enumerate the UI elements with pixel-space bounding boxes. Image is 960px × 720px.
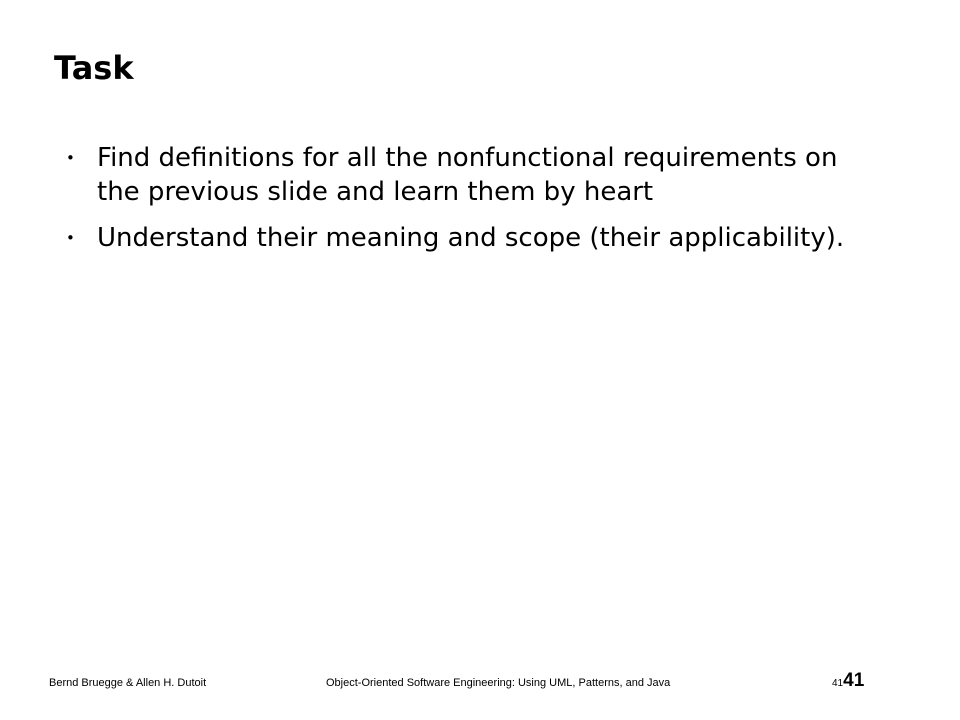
footer-book-title: Object-Oriented Software Engineering: Using UML, Patterns, and Java (326, 677, 671, 689)
bullet-item-definitions (66, 141, 846, 209)
footer-authors: Bernd Bruegge & Allen H. Dutoit (49, 677, 207, 689)
bullet-text: Understand their meaning and scope (their applicability). (97, 223, 845, 253)
bullet-icon: • (66, 149, 75, 167)
bullet-icon: • (66, 229, 75, 247)
bullet-text: Find definitions for all the nonfunctional requirements on the previous slide and learn them by heart (97, 143, 838, 207)
page-number-large: 41 (843, 670, 865, 691)
page-number-small: 41 (832, 678, 844, 689)
footer-page-number (832, 670, 864, 692)
slide-title: Task (54, 49, 134, 87)
bullet-item-understand (66, 221, 846, 255)
bullet-list (66, 141, 846, 267)
